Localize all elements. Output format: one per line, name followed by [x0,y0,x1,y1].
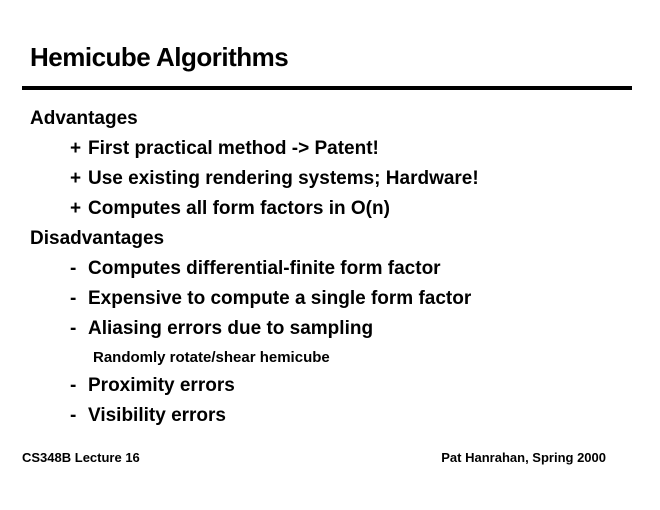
footer-course-label: CS348B Lecture 16 [22,450,140,465]
plus-bullet-marker: + [70,198,82,219]
sub-note: Randomly rotate/shear hemicube [93,349,330,366]
bullet-text: Aliasing errors due to sampling [88,318,374,339]
slide-body [0,104,660,431]
bullet-text: Visibility errors [88,405,226,426]
section-header-disadvantages: Disadvantages [30,228,165,249]
bullet-item [0,401,660,431]
bullet-text: Expensive to compute a single form factor [88,288,472,309]
minus-bullet-marker: - [70,258,77,279]
bullet-item [0,164,660,194]
slide-title: Hemicube Algorithms [30,42,289,72]
bullet-text: Use existing rendering systems; Hardware! [88,168,479,189]
slide-footer [22,450,606,465]
plus-bullet-marker: + [70,138,82,159]
bullet-text: Proximity errors [88,375,235,396]
minus-bullet-marker: - [70,375,77,396]
minus-bullet-marker: - [70,405,77,426]
section-header-advantages: Advantages [30,108,138,129]
bullet-text: Computes all form factors in O(n) [88,198,390,219]
plus-bullet-marker: + [70,168,82,189]
minus-bullet-marker: - [70,318,77,339]
bullet-item [0,134,660,164]
minus-bullet-marker: - [70,288,77,309]
bullet-text: Computes differential-finite form factor [88,258,441,279]
title-underline-rule [22,86,632,90]
bullet-item [0,371,660,401]
bullet-item [0,254,660,284]
bullet-item [0,284,660,314]
bullet-text: First practical method -> Patent! [88,138,379,159]
bullet-item [0,194,660,224]
bullet-item [0,314,660,344]
footer-author-label: Pat Hanrahan, Spring 2000 [441,450,606,465]
